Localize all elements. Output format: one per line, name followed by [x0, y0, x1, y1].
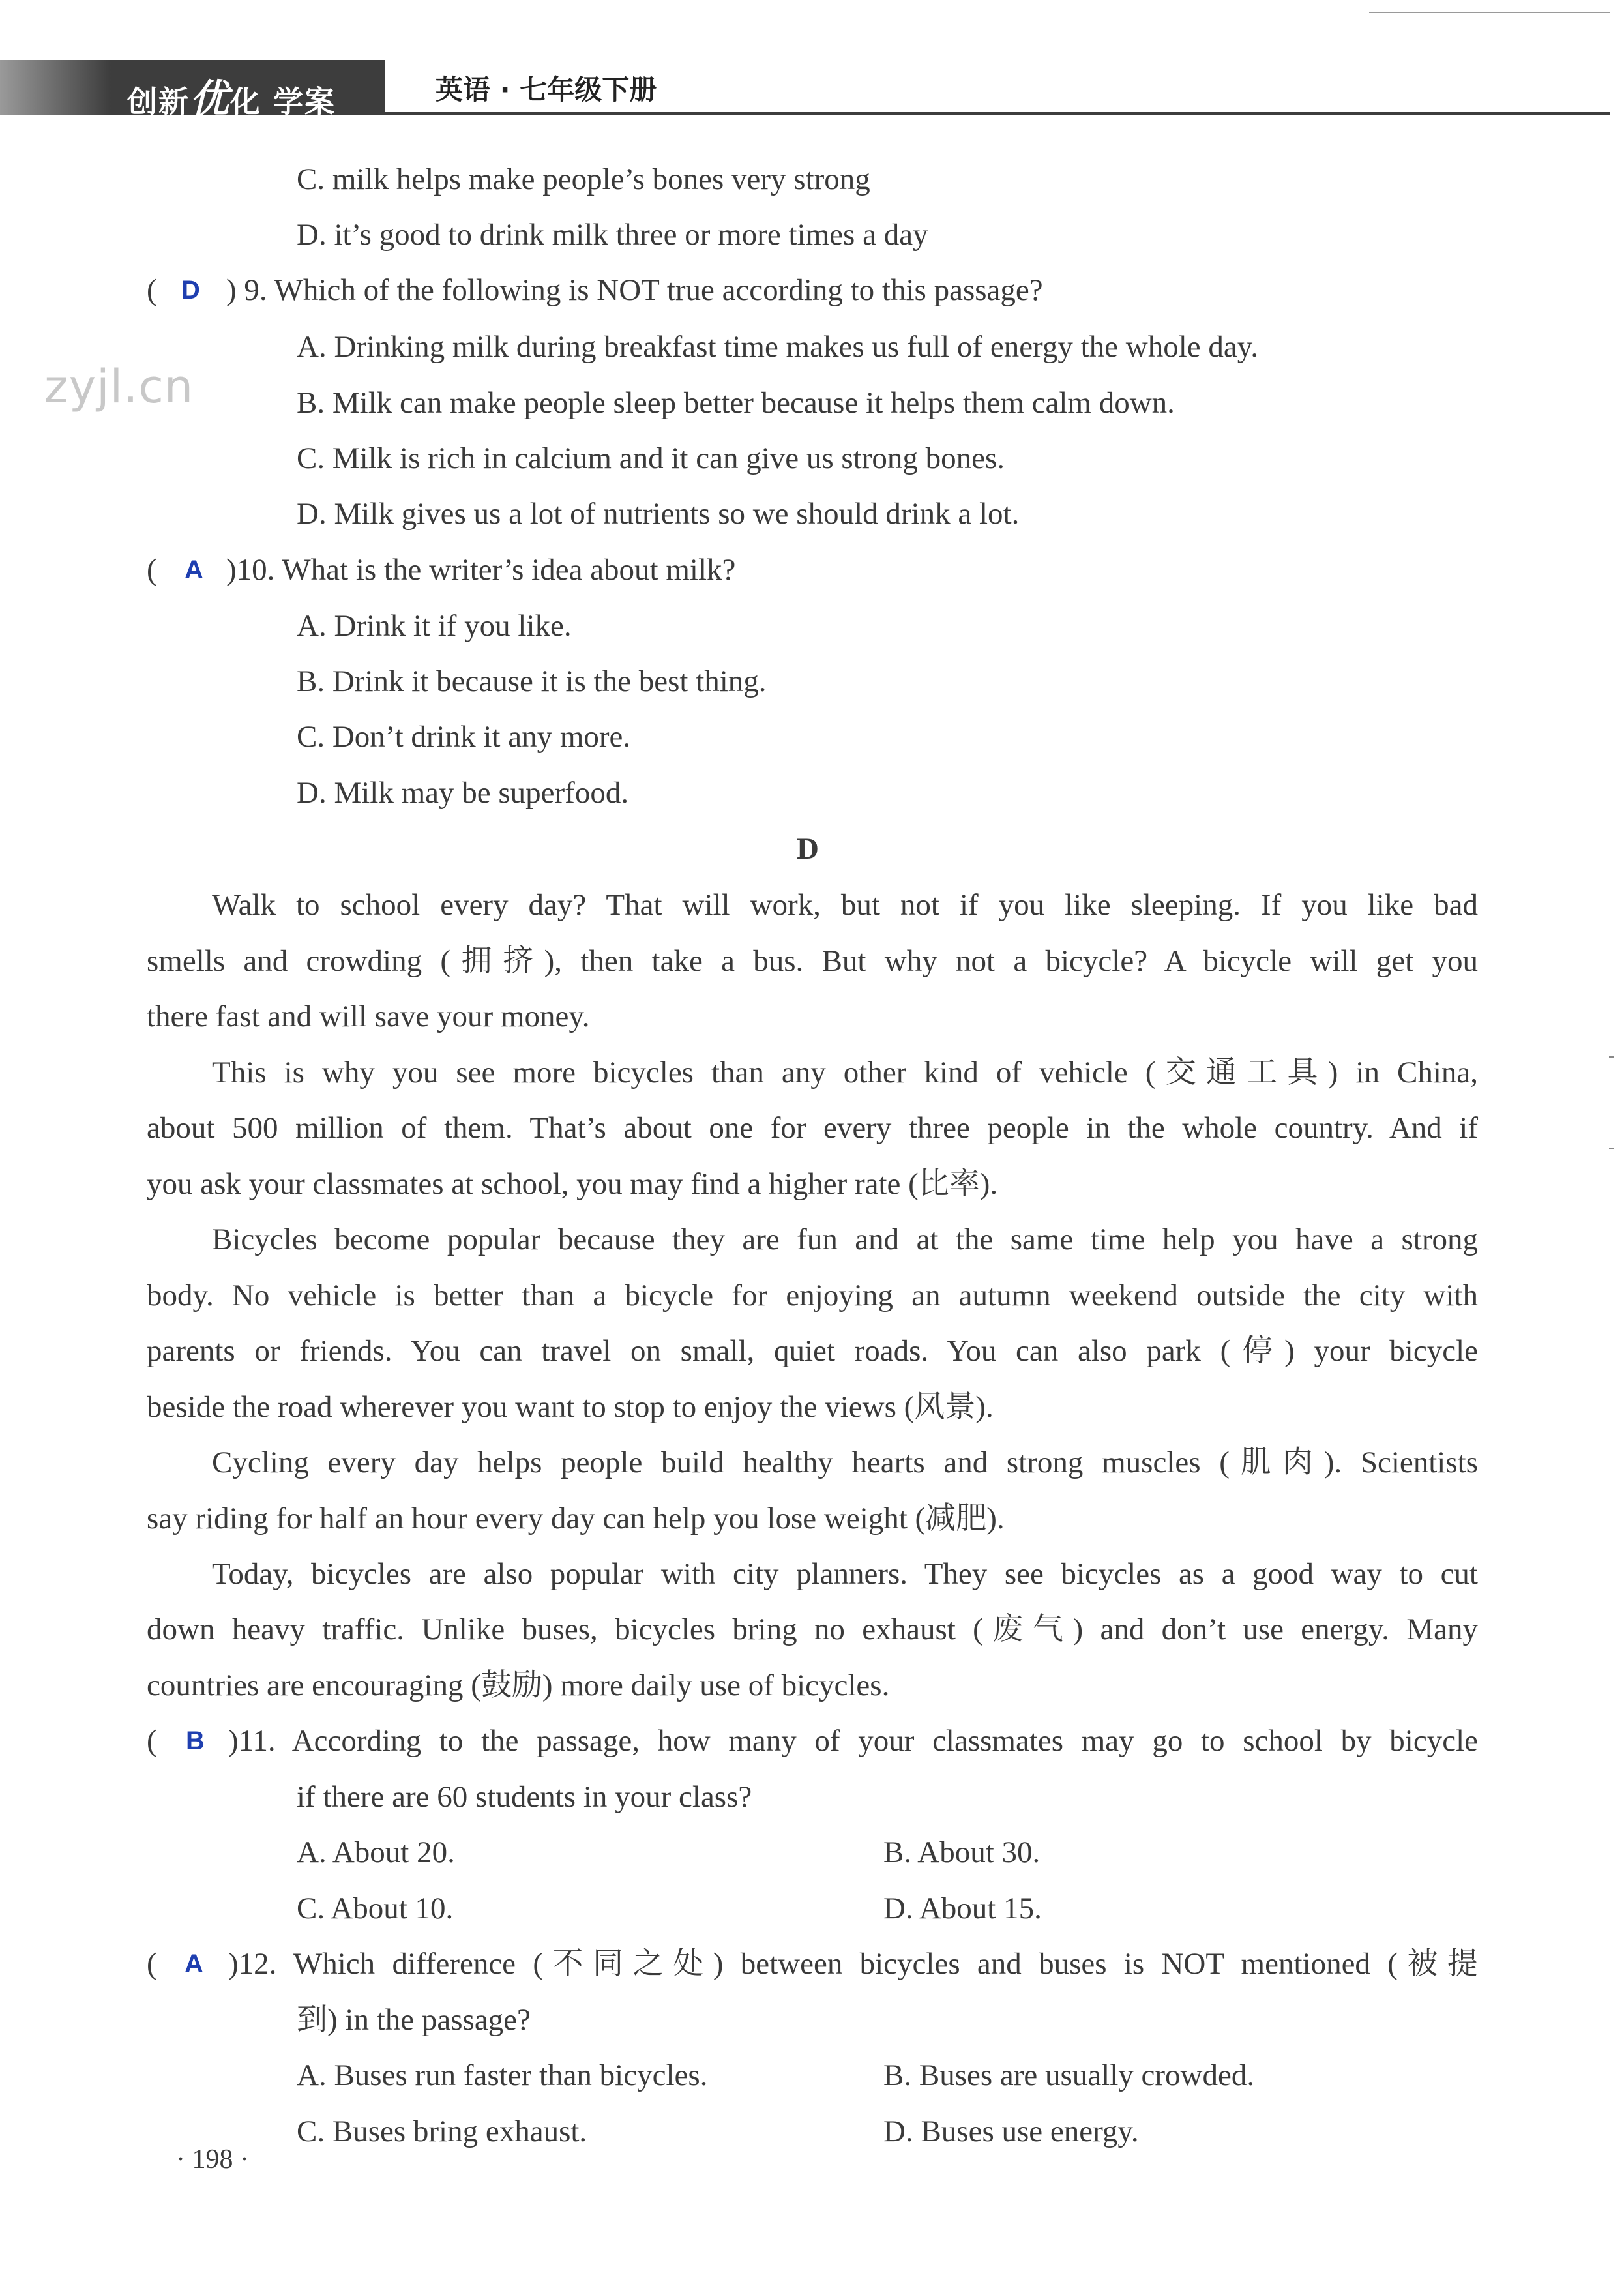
header-line [385, 112, 1610, 115]
question-9-stem: ) 9. Which of the following is NOT true according to this passage? [226, 273, 1043, 307]
q9-option-d: D. Milk gives us a lot of nutrients so we should drink a lot. [297, 497, 1020, 531]
q12-option-a: A. Buses run faster than bicycles. [297, 2058, 708, 2092]
q10-option-d: D. Milk may be superfood. [297, 776, 629, 810]
passage-line: say riding for half an hour every day can help you lose weight (减肥). [147, 1502, 1005, 1535]
question-12-stem-cont: 到) in the passage? [297, 2003, 531, 2037]
q9-option-c: C. Milk is rich in calcium and it can give us strong bones. [297, 441, 1005, 475]
q8-option-c: C. milk helps make people’s bones very strong [297, 162, 870, 196]
passage-line: body. No vehicle is better than a bicycle for enjoying an autumn weekend outside the city with [147, 1279, 1478, 1312]
q11-option-a: A. About 20. [297, 1835, 455, 1869]
answer-bracket-open: ( [147, 1724, 157, 1758]
answer-9: D [181, 276, 200, 304]
answer-bracket-open: ( [147, 1947, 157, 1981]
answer-10: A [185, 556, 203, 584]
passage-line: Walk to school every day? That will work, but not if you like sleeping. If you like bad [212, 888, 1478, 922]
question-11-stem: )11. According to the passage, how many of your classmates may go to school by bicycle [228, 1724, 1478, 1758]
watermark: zyjl.cn [44, 360, 194, 413]
answer-11: B [186, 1727, 205, 1755]
passage-line: you ask your classmates at school, you may find a higher rate (比率). [147, 1167, 998, 1201]
passage-line: countries are encouraging (鼓励) more daily use of bicycles. [147, 1668, 890, 1702]
q11-option-d: D. About 15. [883, 1891, 1042, 1925]
q10-option-b: B. Drink it because it is the best thing. [297, 664, 767, 698]
brand-title: 创新优化 学案 [127, 76, 336, 122]
top-rule [1369, 12, 1610, 13]
passage-line: down heavy traffic. Unlike buses, bicycles bring no exhaust (废气) and don’t use energy. Many [147, 1612, 1478, 1646]
passage-line: Cycling every day helps people build healthy hearts and strong muscles (肌肉). Scientists [212, 1446, 1478, 1479]
subject-title: 英语 · 七年级下册 [436, 74, 657, 106]
q11-option-b: B. About 30. [883, 1835, 1041, 1869]
question-12-stem: )12. Which difference (不同之处) between bicycles and buses is NOT mentioned (被提 [228, 1947, 1478, 1981]
passage-line: Bicycles become popular because they are fun and at the same time help you have a strong [212, 1223, 1478, 1256]
passage-line: smells and crowding (拥挤), then take a bus. But why not a bicycle? A bicycle will get you [147, 944, 1478, 978]
passage-line: parents or friends. You can travel on small, quiet roads. You can also park (停) your bicycle [147, 1334, 1478, 1368]
q10-option-c: C. Don’t drink it any more. [297, 720, 631, 754]
question-10-stem: )10. What is the writer’s idea about milk? [226, 553, 736, 587]
q12-option-d: D. Buses use energy. [883, 2114, 1139, 2148]
passage-line: Today, bicycles are also popular with city planners. They see bicycles as a good way to cut [212, 1557, 1478, 1591]
q12-option-c: C. Buses bring exhaust. [297, 2114, 587, 2148]
answer-bracket-open: ( [147, 553, 157, 587]
passage-line: This is why you see more bicycles than any other kind of vehicle (交通工具) in China, [212, 1056, 1478, 1090]
passage-line: beside the road wherever you want to stop to enjoy the views (风景). [147, 1390, 994, 1424]
page-number: · 198 · [176, 2144, 249, 2174]
answer-12: A [185, 1950, 203, 1978]
q9-option-b: B. Milk can make people sleep better because it helps them calm down. [297, 386, 1175, 420]
q12-option-b: B. Buses are usually crowded. [883, 2058, 1255, 2092]
scan-mark [1609, 1148, 1614, 1149]
brand-suffix: 学案 [273, 84, 336, 119]
q11-option-c: C. About 10. [297, 1891, 454, 1925]
brand-highlight: 优 [190, 76, 230, 122]
q8-option-d: D. it’s good to drink milk three or more times a day [297, 218, 928, 252]
passage-line: there fast and will save your money. [147, 1000, 590, 1033]
question-11-stem-cont: if there are 60 students in your class? [297, 1780, 752, 1814]
scan-mark [1609, 1056, 1614, 1058]
section-title: D [797, 832, 819, 866]
passage-line: about 500 million of them. That’s about one for every three people in the whole country. And if [147, 1111, 1478, 1145]
q10-option-a: A. Drink it if you like. [297, 609, 572, 643]
answer-bracket-open: ( [147, 273, 157, 307]
q9-option-a: A. Drinking milk during breakfast time makes us full of energy the whole day. [297, 330, 1258, 364]
